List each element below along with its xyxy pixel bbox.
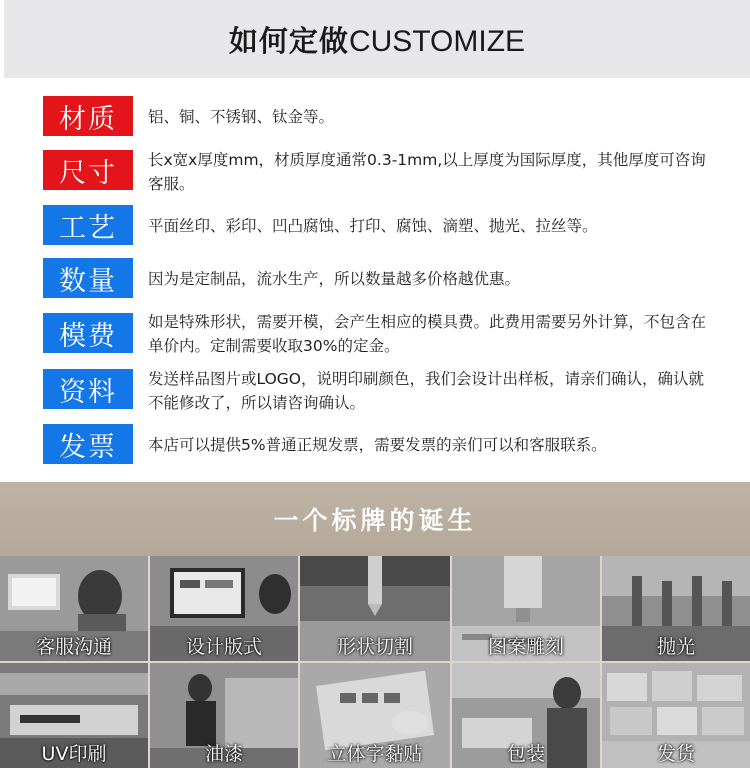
photo-label-3d-letter-pasting: 立体字黏贴 (327, 743, 423, 765)
photo-label-shape-cutting: 形状切割 (336, 636, 413, 658)
photo-label-packaging: 包装 (506, 743, 545, 765)
photo-label-customer-service: 客服沟通 (35, 636, 112, 658)
photo-label-shipping: 发货 (656, 743, 695, 765)
photo-3d-letter-pasting (300, 663, 450, 768)
process-banner (0, 482, 750, 556)
photo-pattern-engraving (452, 556, 600, 661)
desc-materials: 发送样品图片或LOGO，说明印刷颜色，我们会设计出样板，请亲们确认，确认就不能修改了，所以请咨询确认。 (148, 370, 704, 412)
tag-material: 材质 (43, 96, 133, 136)
photo-label-uv-printing: UV印刷 (41, 743, 107, 765)
tag-quantity: 数量 (43, 258, 133, 298)
process-photo-grid (0, 556, 750, 768)
photo-label-pattern-engraving: 图案雕刻 (487, 636, 564, 658)
desc-process: 平面丝印、彩印、凹凸腐蚀、打印、腐蚀、滴塑、抛光、拉丝等。 (148, 217, 598, 235)
photo-shape-cutting (300, 556, 450, 661)
desc-mold-fee: 如是特殊形状，需要开模，会产生相应的模具费。此费用需要另外计算，不包含在单价内。定制需要收取30%的定金。 (148, 313, 707, 355)
photo-shipping (602, 663, 750, 768)
photo-label-polishing: 抛光 (656, 636, 695, 658)
photo-uv-printing (0, 663, 148, 768)
tag-materials: 资料 (43, 369, 133, 409)
header-title-en: CUSTOMIZE (348, 24, 526, 58)
process-banner-title: 一个标牌的诞生 (273, 506, 477, 535)
photo-label-design-layout: 设计版式 (185, 636, 262, 658)
photo-customer-service (0, 556, 148, 661)
photo-painting (150, 663, 298, 768)
desc-invoice: 本店可以提供5%普通正规发票，需要发票的亲们可以和客服联系。 (148, 436, 607, 454)
desc-material: 铝、铜、不锈钢、钛金等。 (148, 108, 335, 126)
photo-design-layout (150, 556, 298, 661)
desc-quantity: 因为是定制品，流水生产，所以数量越多价格越优惠。 (148, 270, 521, 288)
tag-size: 尺寸 (43, 150, 133, 190)
tag-invoice: 发票 (43, 424, 133, 464)
header-title-cn: 如何定做 (228, 23, 349, 58)
tag-process: 工艺 (43, 205, 133, 245)
header-title (229, 19, 525, 60)
desc-size: 长x宽x厚度mm，材质厚度通常0.3-1mm,以上厚度为国际厚度，其他厚度可咨询客服。 (148, 151, 706, 193)
photo-label-painting: 油漆 (204, 743, 243, 765)
photo-packaging (452, 663, 600, 768)
photo-polishing (602, 556, 750, 661)
header-band (4, 0, 750, 78)
tag-mold-fee: 模费 (43, 313, 133, 353)
